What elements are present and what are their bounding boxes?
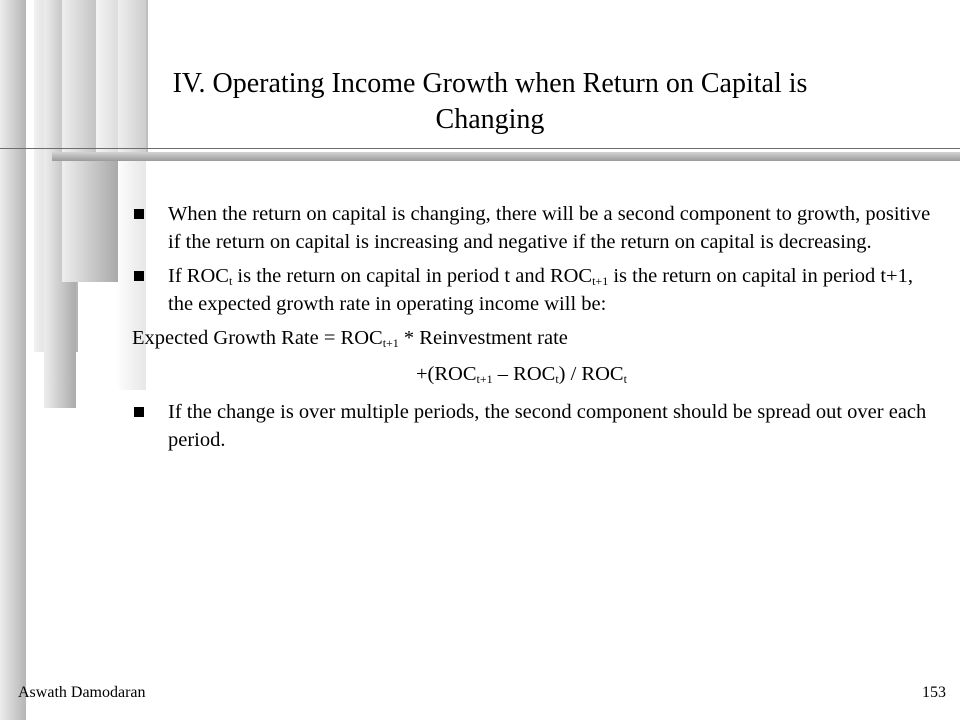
formula-1-part-2: * Reinvestment rate — [398, 327, 568, 349]
bullet-text-2 — [168, 265, 913, 315]
title-divider-thick — [52, 152, 960, 161]
bullet-item-2 — [132, 262, 932, 318]
formula-2-part-3: ) / ROC — [558, 363, 624, 385]
formula-line-1 — [132, 324, 932, 352]
formula-2-sub-3: t — [623, 372, 627, 386]
bullet-2-sub-1: t — [228, 274, 233, 288]
formula-2-sub-1: t+1 — [476, 372, 493, 386]
bullet-item-1 — [132, 200, 932, 256]
square-bullet-icon — [134, 407, 144, 417]
bullet-text-1: When the return on capital is changing, there will be a second component to growth, positive if the return on capital is increasing and negative if the return on capital is decreasing. — [168, 203, 931, 253]
decorative-bar-1 — [0, 0, 26, 720]
footer-author: Aswath Damodaran — [18, 684, 146, 701]
bullet-2-part-3: is the return on capital in period t+1, the expected growth rate in operating income will be: — [168, 265, 913, 315]
square-bullet-icon — [134, 209, 144, 219]
formula-2-sub-2: t — [555, 372, 559, 386]
slide-title-line1: IV. Operating Income Growth when Return on Capital is — [172, 68, 808, 99]
formula-2-part-1: +(ROC — [416, 363, 477, 385]
bullet-item-3 — [132, 398, 932, 454]
title-divider-thin — [0, 148, 960, 149]
formula-line-2 — [416, 360, 932, 388]
bullet-text-3: If the change is over multiple periods, the second component should be spread out over each period. — [168, 401, 927, 451]
formula-2-part-2: – ROC — [492, 363, 556, 385]
bullet-2-part-1: If ROC — [168, 265, 229, 287]
square-bullet-icon — [134, 271, 144, 281]
bullet-2-part-2: is the return on capital in period t and ROC — [232, 265, 593, 287]
slide-title-line2: Changing — [435, 104, 545, 135]
formula-1-sub-1: t+1 — [382, 336, 399, 350]
formula-1-part-1: Expected Growth Rate = ROC — [132, 327, 383, 349]
slide-body — [132, 200, 932, 460]
slide-title — [130, 66, 850, 138]
page-number: 153 — [922, 684, 946, 701]
bullet-2-sub-2: t+1 — [592, 274, 609, 288]
